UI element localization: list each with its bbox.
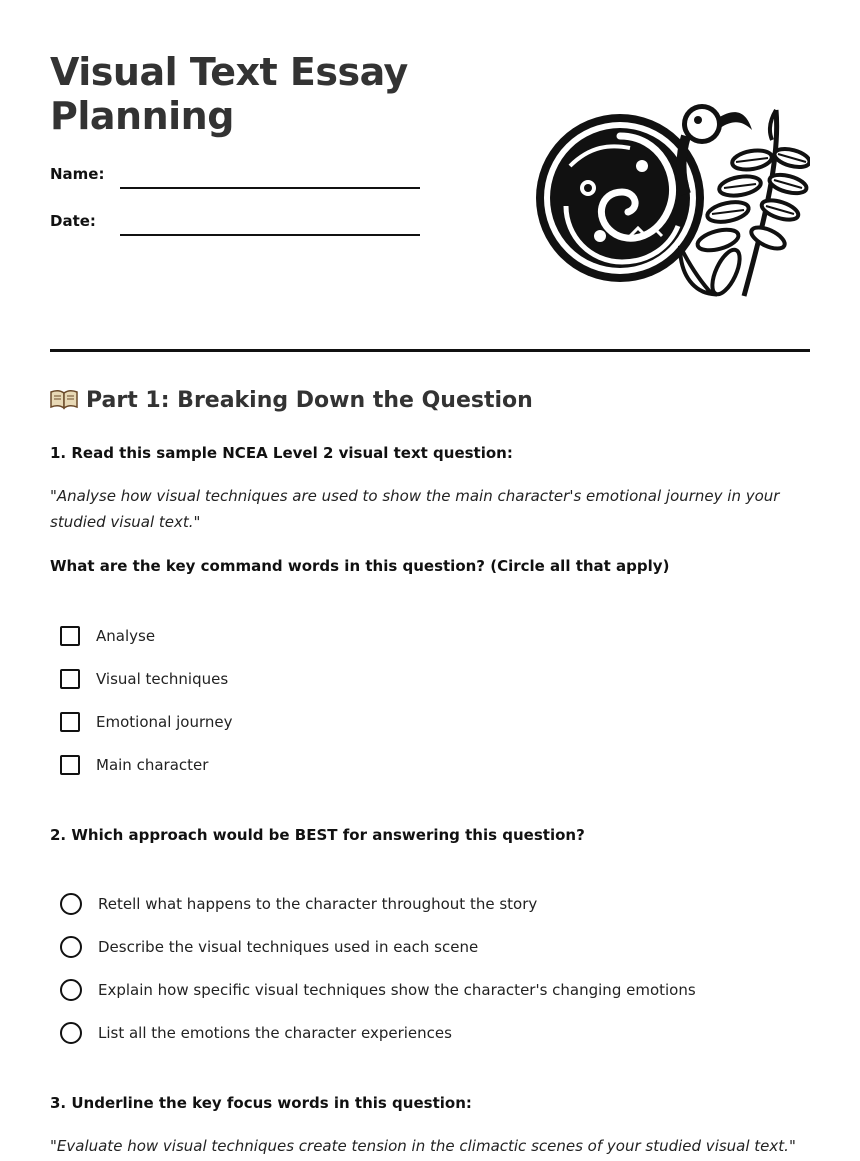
checkbox[interactable]	[60, 626, 80, 646]
checkbox[interactable]	[60, 669, 80, 689]
checkbox[interactable]	[60, 755, 80, 775]
radio-button[interactable]	[60, 893, 82, 915]
section-heading	[50, 388, 533, 413]
question-1-prompt: What are the key command words in this question? (Circle all that apply)	[50, 557, 670, 575]
name-field[interactable]	[120, 187, 420, 189]
header-divider	[50, 349, 810, 352]
radio-button[interactable]	[60, 1022, 82, 1044]
worksheet-page	[50, 0, 810, 1161]
open-book-icon	[50, 388, 78, 410]
checkbox-option-analyse[interactable]	[60, 624, 155, 648]
checkbox[interactable]	[60, 712, 80, 732]
name-label: Name:	[50, 165, 105, 183]
page-title: Visual Text Essay Planning	[50, 50, 408, 138]
question-1-quote: "Analyse how visual techniques are used to show the main character's emotional journey in your studied visual text."	[50, 487, 780, 531]
kiwi-bird-fern-icon	[530, 96, 810, 308]
question-2-label: 2. Which approach would be BEST for answering this question?	[50, 826, 585, 844]
checkbox-option-emotional-journey[interactable]	[60, 710, 233, 734]
question-1-label: 1. Read this sample NCEA Level 2 visual text question:	[50, 444, 513, 462]
radio-option-list[interactable]	[60, 1021, 452, 1045]
radio-button[interactable]	[60, 979, 82, 1001]
checkbox-option-main-character[interactable]	[60, 753, 208, 777]
option-label: Analyse	[96, 627, 156, 645]
date-field[interactable]	[120, 234, 420, 236]
radio-option-explain[interactable]	[60, 978, 696, 1002]
option-label: List all the emotions the character experiences	[98, 1024, 452, 1042]
option-label: Emotional journey	[96, 713, 233, 731]
option-label: Explain how specific visual techniques show the character's changing emotions	[98, 981, 696, 999]
question-3-quote: "Evaluate how visual techniques create tension in the climactic scenes of your studied visual text."	[50, 1137, 796, 1155]
option-label: Retell what happens to the character throughout the story	[98, 895, 538, 913]
checkbox-option-visual-techniques[interactable]	[60, 667, 228, 691]
option-label: Describe the visual techniques used in each scene	[98, 938, 479, 956]
option-label: Main character	[96, 756, 209, 774]
radio-option-retell[interactable]	[60, 892, 537, 916]
date-label: Date:	[50, 212, 96, 230]
option-label: Visual techniques	[96, 670, 229, 688]
question-3-label: 3. Underline the key focus words in this question:	[50, 1094, 472, 1112]
radio-option-describe[interactable]	[60, 935, 478, 959]
section-heading-text: Part 1: Breaking Down the Question	[86, 388, 533, 413]
radio-button[interactable]	[60, 936, 82, 958]
